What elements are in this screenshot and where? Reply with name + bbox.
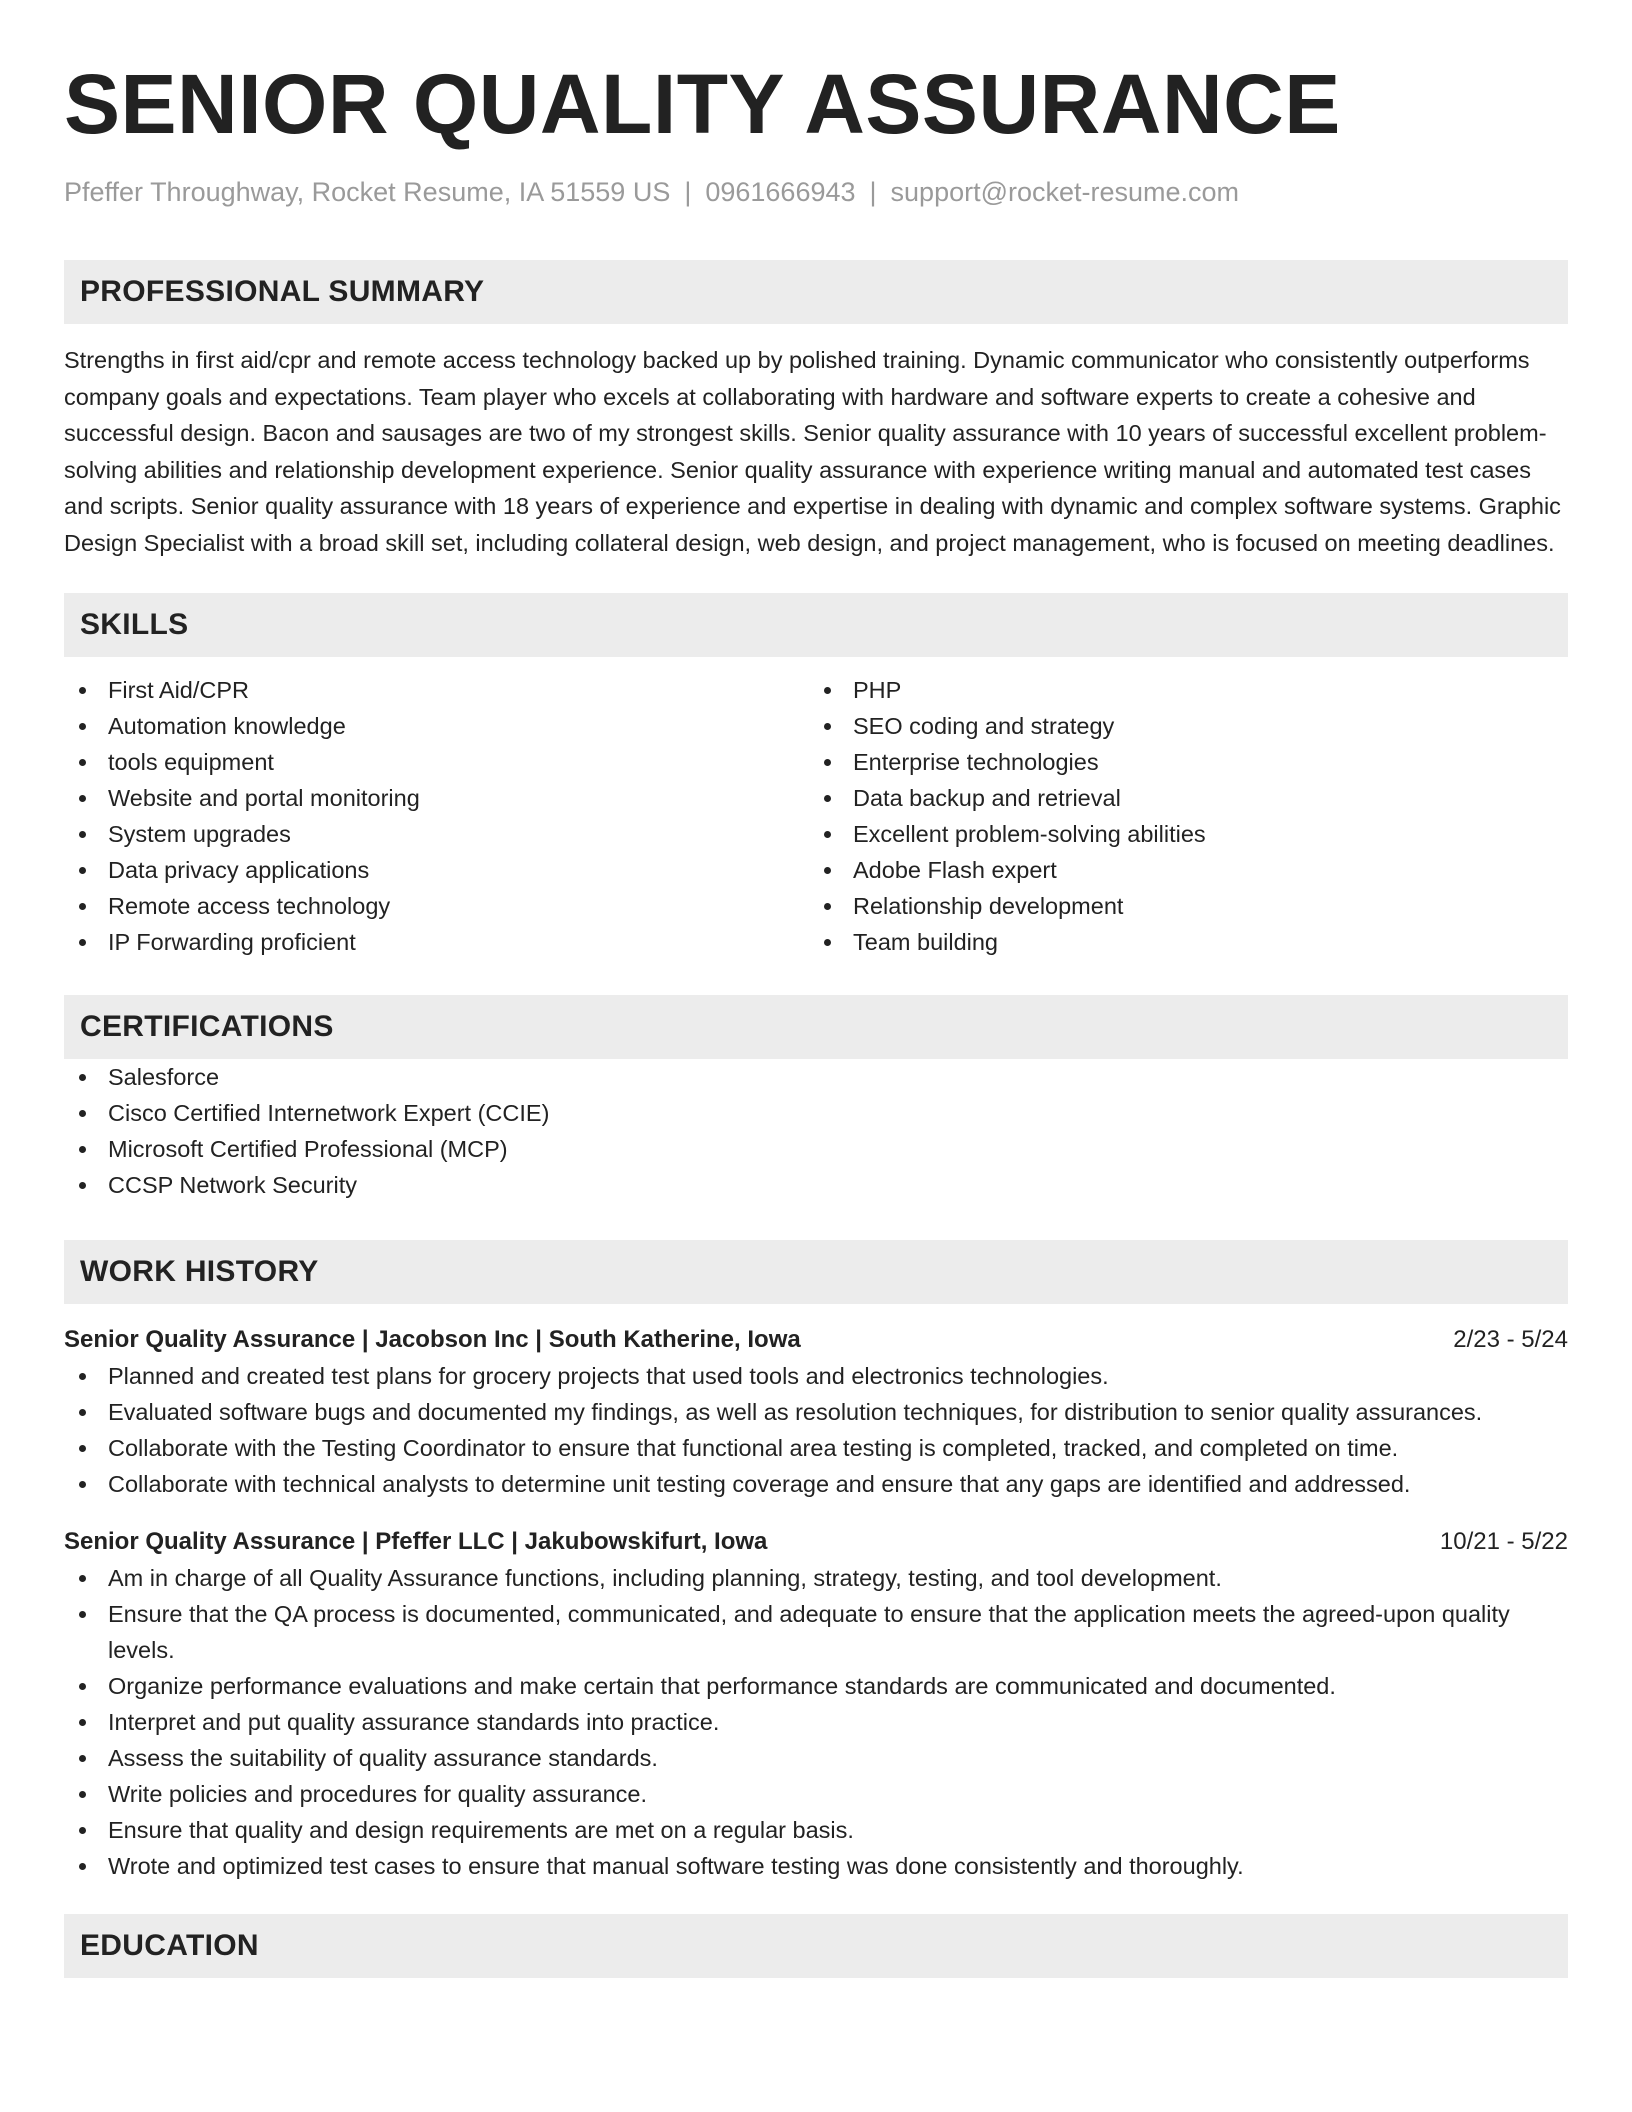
- certification-item: Cisco Certified Internetwork Expert (CCIE): [64, 1095, 1568, 1131]
- contact-line: [64, 174, 1568, 210]
- duty-item: Planned and created test plans for grocery projects that used tools and electronics technologies.: [64, 1358, 1568, 1394]
- education-heading: EDUCATION: [64, 1914, 1568, 1978]
- contact-email: support@rocket-resume.com: [890, 177, 1240, 207]
- skills-heading: SKILLS: [64, 593, 1568, 657]
- duty-item: Organize performance evaluations and make certain that performance standards are communicated and documented.: [64, 1668, 1568, 1704]
- job-title: Senior Quality Assurance | Pfeffer LLC | Jakubowskifurt, Iowa: [64, 1528, 768, 1555]
- certifications-heading: CERTIFICATIONS: [64, 995, 1568, 1059]
- skill-item: IP Forwarding proficient: [64, 924, 809, 960]
- certifications-list: [64, 1059, 1568, 1203]
- skill-item: Remote access technology: [64, 888, 809, 924]
- skill-item: Team building: [809, 924, 1554, 960]
- job-entry: [64, 1322, 1568, 1502]
- job-duties: [64, 1560, 1568, 1884]
- duty-item: Interpret and put quality assurance standards into practice.: [64, 1704, 1568, 1740]
- duty-item: Assess the suitability of quality assurance standards.: [64, 1740, 1568, 1776]
- candidate-title: SENIOR QUALITY ASSURANCE: [64, 57, 1341, 151]
- skills-column-left: [64, 672, 809, 960]
- duty-item: Write policies and procedures for quality assurance.: [64, 1776, 1568, 1812]
- skill-item: PHP: [809, 672, 1554, 708]
- skill-item: Excellent problem-solving abilities: [809, 816, 1554, 852]
- skill-item: Data privacy applications: [64, 852, 809, 888]
- duty-item: Collaborate with technical analysts to determine unit testing coverage and ensure that any gaps are identified and addressed.: [64, 1466, 1568, 1502]
- skill-item: Adobe Flash expert: [809, 852, 1554, 888]
- certification-item: Microsoft Certified Professional (MCP): [64, 1131, 1568, 1167]
- job-dates: 2/23 - 5/24: [1453, 1326, 1568, 1353]
- work-history-heading: WORK HISTORY: [64, 1240, 1568, 1304]
- job-header: [64, 1524, 1568, 1560]
- duty-item: Ensure that the QA process is documented, communicated, and adequate to ensure that the application meets the agreed-upon quality levels.: [64, 1596, 1568, 1668]
- skill-item: Enterprise technologies: [809, 744, 1554, 780]
- contact-separator: |: [684, 177, 692, 207]
- job-title: Senior Quality Assurance | Jacobson Inc | South Katherine, Iowa: [64, 1326, 801, 1353]
- summary-heading: PROFESSIONAL SUMMARY: [64, 260, 1568, 324]
- duty-item: Evaluated software bugs and documented my findings, as well as resolution techniques, for distribution to senior quality assurances.: [64, 1394, 1568, 1430]
- duty-item: Am in charge of all Quality Assurance functions, including planning, strategy, testing, and tool development.: [64, 1560, 1568, 1596]
- skill-item: tools equipment: [64, 744, 809, 780]
- job-dates: 10/21 - 5/22: [1439, 1528, 1568, 1555]
- skill-item: Data backup and retrieval: [809, 780, 1554, 816]
- certification-item: CCSP Network Security: [64, 1167, 1568, 1203]
- job-entry: [64, 1524, 1568, 1884]
- duty-item: Wrote and optimized test cases to ensure that manual software testing was done consistently and thoroughly.: [64, 1848, 1568, 1884]
- skill-item: First Aid/CPR: [64, 672, 809, 708]
- duty-item: Ensure that quality and design requirements are met on a regular basis.: [64, 1812, 1568, 1848]
- summary-text: Strengths in first aid/cpr and remote access technology backed up by polished training. Dynamic communicator who consistently outperforms company goals and expectations. Team player who excels at collaborating with hardware and software experts to create a cohesive and successful design. Bacon and sausages are two of my strongest skills. Senior quality assurance with 10 years of successful excellent problem-solving abilities and relationship development experience. Senior quality assurance with experience writing manual and automated test cases and scripts. Senior quality assurance with 18 years of experience and expertise in dealing with dynamic and complex software systems. Graphic Design Specialist with a broad skill set, including collateral design, web design, and project management, who is focused on meeting deadlines.: [64, 347, 1561, 556]
- certification-item: Salesforce: [64, 1059, 1568, 1095]
- contact-separator: |: [869, 177, 877, 207]
- skill-item: Automation knowledge: [64, 708, 809, 744]
- job-header: [64, 1322, 1568, 1358]
- skill-item: System upgrades: [64, 816, 809, 852]
- contact-phone: 0961666943: [705, 177, 856, 207]
- contact-address: Pfeffer Throughway, Rocket Resume, IA 51559 US: [64, 177, 671, 207]
- skill-item: Website and portal monitoring: [64, 780, 809, 816]
- skill-item: SEO coding and strategy: [809, 708, 1554, 744]
- duty-item: Collaborate with the Testing Coordinator to ensure that functional area testing is completed, tracked, and completed on time.: [64, 1430, 1568, 1466]
- skill-item: Relationship development: [809, 888, 1554, 924]
- skills-list: [64, 672, 1568, 960]
- skills-column-right: [809, 672, 1554, 960]
- job-duties: [64, 1358, 1568, 1502]
